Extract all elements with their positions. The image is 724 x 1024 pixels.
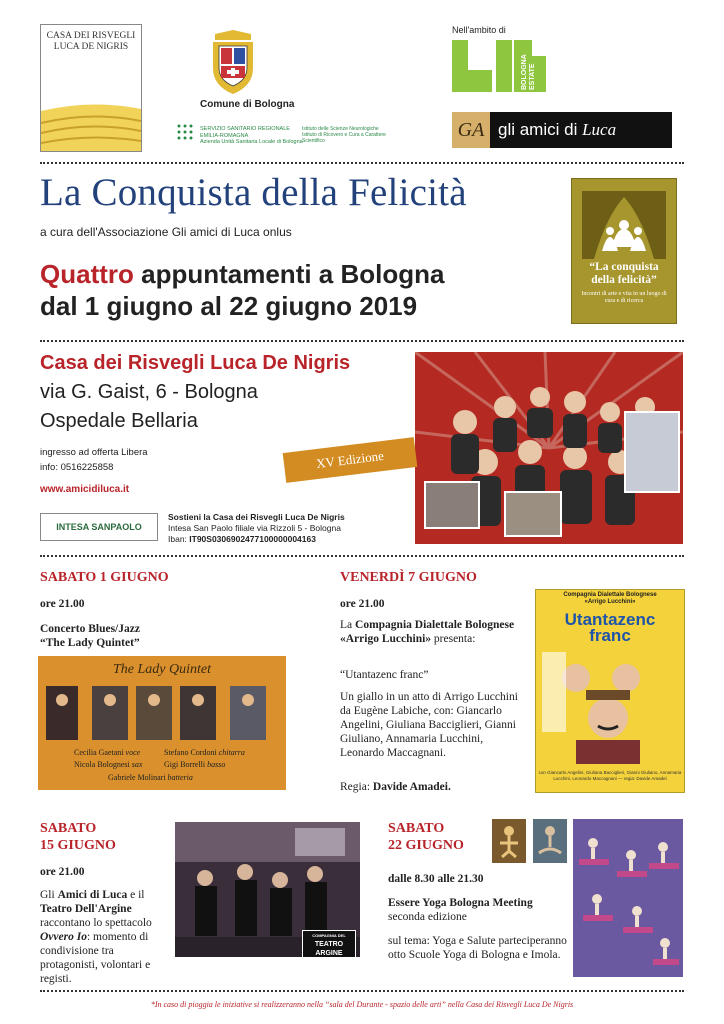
casa-logo-line1: CASA DEI RISVEGLI bbox=[46, 31, 136, 41]
servizio-sanitario-logo-text bbox=[200, 126, 303, 146]
event3-text-4: : momento di condivisione tra protagonisti, volontari e registi. bbox=[40, 931, 151, 985]
divider bbox=[40, 990, 684, 992]
event3-bold-2: Teatro Dell'Argine bbox=[40, 903, 132, 915]
poster-illustration bbox=[536, 648, 684, 768]
musician-5-name: Gabriele Molinari bbox=[108, 773, 166, 782]
lady-quintet-image-title: The Lady Quintet bbox=[113, 662, 211, 677]
casa-logo-line2: LUCA DE NIGRIS bbox=[53, 42, 129, 52]
amici-logo-luca: Luca bbox=[582, 120, 617, 139]
website-link[interactable]: www.amicidiluca.it bbox=[40, 484, 130, 495]
musician-1-role: voce bbox=[125, 748, 141, 757]
book-subtitle: Incontri di arte e vita in un luogo di cura e di ricerca bbox=[581, 291, 667, 304]
headline bbox=[40, 258, 444, 322]
ssr-line1: SERVIZIO SANITARIO REGIONALE bbox=[200, 126, 290, 132]
book-title-line2: della felicità” bbox=[591, 274, 657, 286]
group-photo bbox=[415, 352, 683, 544]
event3-bold-3: Ovvero Io bbox=[40, 931, 87, 943]
venue-name: Casa dei Risvegli Luca De Nigris bbox=[40, 352, 351, 374]
event2-show: “Utantazenc franc” bbox=[340, 669, 429, 681]
event1-title bbox=[40, 622, 140, 650]
entry-info: ingresso ad offerta Libera bbox=[40, 447, 148, 458]
comune-coat-of-arms-icon bbox=[205, 30, 261, 96]
event2-regia-name: Davide Amadei. bbox=[372, 781, 451, 793]
headline-highlight: Quattro bbox=[40, 259, 134, 289]
teatro-argine-badge bbox=[302, 930, 356, 958]
event2-regia-label: Regia: bbox=[340, 781, 371, 793]
venue-address: via G. Gaist, 6 - Bologna bbox=[40, 381, 258, 403]
venue-hospital: Ospedale Bellaria bbox=[40, 410, 198, 432]
yoga-class-photo bbox=[573, 819, 683, 977]
edition-ribbon: XV Edizione bbox=[283, 437, 418, 483]
event3-description bbox=[40, 888, 168, 986]
divider bbox=[40, 162, 684, 164]
event1-title-line1: Concerto Blues/Jazz bbox=[40, 623, 140, 635]
yoga-pose-icon bbox=[492, 819, 526, 863]
book-cover bbox=[571, 178, 677, 324]
istituto-logo-text bbox=[302, 126, 392, 144]
gli-amici-di-luca-logo bbox=[452, 112, 672, 148]
book-title-line1: “La conquista bbox=[589, 261, 659, 273]
page-title: La Conquista della Felicità bbox=[40, 171, 467, 214]
event3-text-2: e il bbox=[130, 889, 145, 901]
poster-company-line1: Compagnia Dialettale Bolognese bbox=[563, 592, 657, 598]
support-line: Sostieni la Casa dei Risvegli Luca De Nigris bbox=[168, 512, 345, 522]
event3-date-line2: 15 GIUGNO bbox=[40, 838, 116, 853]
event4-edition: seconda edizione bbox=[388, 911, 467, 923]
event3-date-line1: SABATO bbox=[40, 821, 97, 836]
musician-1-name: Cecilia Gaetani bbox=[74, 748, 124, 757]
musician-4-name: Gigi Borrelli bbox=[164, 760, 206, 769]
group-photo-illustration bbox=[415, 352, 683, 544]
theatre-curtain-icon bbox=[582, 187, 666, 259]
event2-intro-2: presenta: bbox=[433, 633, 476, 645]
bologna-estate-line1: BOLOGNA bbox=[521, 54, 528, 90]
event3-date bbox=[40, 820, 116, 854]
comune-di-bologna-label: Comune di Bologna bbox=[200, 99, 295, 110]
bologna-estate-logo bbox=[452, 40, 552, 92]
poster-credits: con Giancarlo Angelini, Giuliana Bacciglieri, Gianni Giuliano, Annamaria Lucchini, Leonardo Maccagnani — regia: Davide Amadei bbox=[538, 770, 682, 781]
musician-3-name: Stefano Cordoni bbox=[164, 748, 217, 757]
phone-info: info: 0516225858 bbox=[40, 462, 114, 473]
ssr-line2: EMILIA-ROMAGNA bbox=[200, 132, 249, 139]
event2-intro-1: La bbox=[340, 619, 353, 631]
event2-time: ore 21.00 bbox=[340, 598, 385, 610]
argine-badge-line3: ARGINE bbox=[315, 950, 343, 957]
ssr-logo-icon bbox=[176, 123, 194, 141]
musician-2-role: sax bbox=[131, 760, 143, 769]
poster-title-line2: franc bbox=[589, 626, 631, 645]
event3-text-3: raccontano lo spettacolo bbox=[40, 917, 152, 929]
lady-quintet-image bbox=[38, 656, 286, 790]
musician-2-name: Nicola Bolognesi bbox=[74, 760, 130, 769]
event4-date-line2: 22 GIUGNO bbox=[388, 838, 464, 853]
yoga-thumbnail-1 bbox=[492, 819, 526, 863]
event2-intro bbox=[340, 618, 528, 646]
meditation-icon bbox=[533, 819, 567, 863]
rain-footnote: *In caso di pioggia le iniziative si realizzeranno nella “sala del Durante - spazio delle arti” nella Casa dei Risvegli Luca De Nigris bbox=[150, 1000, 574, 1009]
event2-description: Un giallo in un atto di Arrigo Lucchini da Eugène Labiche, con: Giancarlo Angelini, Giuliana Bacciglieri, Gianni Giuliano, Annamaria Lucchini, Leonardo Maccagnani. bbox=[340, 691, 518, 759]
organizer-subtitle: a cura dell'Associazione Gli amici di Luca onlus bbox=[40, 225, 292, 239]
argine-badge-line1: COMPAGNIA DEL bbox=[312, 933, 346, 938]
event1-date: SABATO 1 GIUGNO bbox=[40, 570, 169, 585]
event3-bold-1: Amici di Luca bbox=[57, 889, 128, 901]
event2-regia bbox=[340, 780, 451, 794]
event2-date: VENERDÌ 7 GIUGNO bbox=[340, 570, 477, 585]
divider bbox=[40, 555, 684, 557]
casa-dei-risvegli-logo bbox=[40, 24, 142, 152]
event4-title: Essere Yoga Bologna Meeting bbox=[388, 897, 533, 909]
yoga-thumbnail-2 bbox=[533, 819, 567, 863]
bank-branch: Intesa San Paolo filiale via Rizzoli 5 - Bologna bbox=[168, 523, 341, 533]
event4-date-line1: SABATO bbox=[388, 821, 445, 836]
bologna-estate-line2: ESTATE bbox=[529, 63, 536, 90]
ga-monogram: GA bbox=[452, 112, 490, 148]
event3-text-1: Gli bbox=[40, 889, 55, 901]
poster-title-line1: Utantazenc bbox=[564, 610, 656, 629]
istituto-line1: Istituto delle Scienze Neurologiche bbox=[302, 126, 379, 132]
sunrise-icon bbox=[41, 71, 141, 151]
event1-time: ore 21.00 bbox=[40, 598, 85, 610]
istituto-line2: Istituto di Ricovero e Cura a Carattere Scientifico bbox=[302, 132, 386, 144]
yoga-class-illustration bbox=[573, 819, 683, 977]
event4-time: dalle 8.30 alle 21.30 bbox=[388, 873, 484, 885]
headline-line1-rest: appuntamenti a Bologna bbox=[141, 259, 445, 289]
musician-4-role: basso bbox=[207, 760, 226, 769]
iban-label: Iban: bbox=[168, 534, 187, 544]
event4-date bbox=[388, 820, 464, 854]
event1-title-line2: “The Lady Quintet” bbox=[40, 637, 140, 649]
amici-logo-text: gli amici di bbox=[498, 120, 578, 139]
musician-5-role: batteria bbox=[167, 773, 193, 782]
ssr-line3: Azienda Unità Sanitaria Locale di Bologna bbox=[200, 139, 303, 145]
event4-theme: sul tema: Yoga e Salute parteciperanno otto Scuole Yoga di Bologna e Imola. bbox=[388, 935, 567, 961]
band-photos bbox=[38, 656, 286, 790]
musician-3-role: chitarra bbox=[218, 748, 245, 757]
iban-value: IT90S0306902477100000004163 bbox=[189, 534, 316, 544]
poster-company-line2: «Arrigo Lucchini» bbox=[584, 599, 636, 605]
argine-badge-line2: TEATRO bbox=[314, 941, 344, 948]
event3-time: ore 21.00 bbox=[40, 866, 85, 878]
ambito-label: Nell'ambito di bbox=[452, 25, 506, 35]
headline-line2: dal 1 giugno al 22 giugno 2019 bbox=[40, 291, 418, 321]
intesa-sanpaolo-logo: INTESA SANPAOLO bbox=[40, 513, 158, 541]
event2-company: Compagnia Dialettale Bolognese «Arrigo Lucchini» bbox=[340, 619, 515, 645]
divider bbox=[40, 340, 684, 342]
utantazenc-poster bbox=[535, 589, 685, 793]
bank-details bbox=[168, 512, 345, 545]
